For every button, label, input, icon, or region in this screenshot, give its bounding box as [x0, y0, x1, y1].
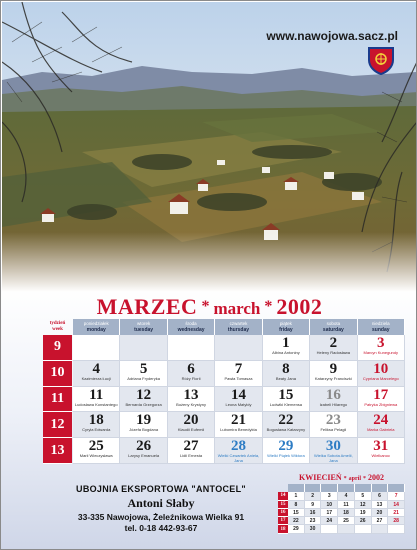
day-header — [372, 484, 389, 492]
name-day: Albina Antoniny — [272, 350, 300, 355]
day-cell: 4 — [338, 492, 355, 500]
week-number: 13 — [43, 438, 72, 464]
day-cell — [120, 438, 167, 464]
day-cell — [73, 387, 120, 413]
day-cell — [263, 438, 310, 464]
day-header-pl: niedziela — [371, 321, 390, 326]
day-cell — [358, 387, 405, 413]
day-cell: 25 — [338, 517, 355, 525]
day-number: 21 — [230, 412, 246, 429]
day-number: 8 — [282, 360, 290, 377]
day-cell — [215, 412, 262, 438]
title-separator: * — [363, 476, 367, 482]
day-cell: 30 — [305, 525, 322, 533]
company-owner: Antoni Słaby — [127, 496, 195, 510]
next-month-week-row — [278, 492, 405, 500]
month-name-en: march — [213, 299, 261, 318]
day-cell: 15 — [288, 509, 305, 517]
day-cell: 23 — [305, 517, 322, 525]
day-cell: 18 — [338, 509, 355, 517]
name-day: Larysy Emanuela — [128, 453, 160, 459]
day-number: 18 — [88, 412, 104, 429]
day-cell: 21 — [388, 509, 405, 517]
day-number: 6 — [187, 360, 195, 377]
day-cell — [73, 361, 120, 387]
day-cell — [215, 387, 262, 413]
day-header-en: wednesday — [177, 327, 205, 333]
day-number: 25 — [88, 438, 104, 455]
day-cell: 14 — [388, 501, 405, 509]
day-number: 24 — [373, 412, 389, 429]
week-number: 9 — [43, 335, 72, 361]
day-cell — [215, 361, 262, 387]
day-cell — [263, 387, 310, 413]
week-number: 17 — [278, 517, 288, 525]
day-cell — [321, 525, 338, 533]
name-day: Marcyn Kunegundy — [363, 350, 398, 355]
name-day: Cypriana Marcelego — [362, 375, 399, 381]
day-number: 19 — [136, 412, 152, 429]
day-cell: 10 — [321, 501, 338, 509]
day-number: 4 — [92, 360, 100, 377]
day-header-pl: wtorek — [137, 321, 151, 326]
next-month-title — [278, 473, 405, 483]
day-cell: 5 — [355, 492, 372, 500]
day-cell — [355, 525, 372, 533]
week-number: 16 — [278, 509, 288, 517]
day-cell — [215, 438, 262, 464]
next-month-header-row — [278, 484, 405, 492]
day-number: 15 — [278, 386, 294, 403]
name-day: Adriana Fryderyka — [127, 375, 160, 381]
next-month-name-pl: KWIECIEŃ — [298, 473, 342, 482]
name-day: Marka Gabriela — [367, 427, 395, 433]
day-cell — [168, 438, 215, 464]
day-cell: 13 — [372, 501, 389, 509]
week-number: 14 — [278, 492, 288, 500]
name-day: Kazimierza Łucji — [81, 375, 111, 381]
company-info — [61, 484, 261, 533]
name-day: Wielki Piątek Wiktora — [267, 453, 305, 459]
next-month-week-row — [278, 517, 405, 525]
day-cell: 19 — [355, 509, 372, 517]
day-cell: 2 — [305, 492, 322, 500]
coat-of-arms-icon — [366, 45, 396, 75]
day-cell — [310, 387, 357, 413]
day-number: 26 — [136, 438, 152, 455]
day-cell: 6 — [372, 492, 389, 500]
empty-day-cell — [120, 335, 167, 361]
day-number: 16 — [325, 386, 341, 403]
day-cell — [168, 412, 215, 438]
day-cell: 8 — [288, 501, 305, 509]
day-header — [263, 319, 310, 335]
day-cell — [310, 438, 357, 464]
day-cell — [358, 412, 405, 438]
year: 2002 — [276, 294, 323, 319]
name-day: Wielki Czwartek Aniela, Jana — [217, 453, 260, 463]
day-cell: 16 — [305, 509, 322, 517]
day-number: 1 — [282, 335, 290, 351]
day-cell — [358, 438, 405, 464]
company-address: 33-335 Nawojowa, Żeleźnikowa Wielka 91 — [77, 512, 245, 522]
company-phone: tel. 0-18 442-93-67 — [124, 523, 198, 533]
day-cell — [168, 361, 215, 387]
day-header-en: friday — [279, 327, 293, 333]
day-header-pl: poniedziałek — [83, 321, 109, 326]
day-header-en: tuesday — [134, 327, 154, 333]
day-header — [310, 319, 357, 335]
day-header-en: thursday — [227, 327, 250, 333]
day-number: 20 — [183, 412, 199, 429]
name-day: Bernarda Grzegorza — [125, 401, 162, 407]
week-header-en: week — [52, 327, 63, 332]
name-day: Izabeli Hilarego — [319, 401, 348, 407]
day-cell: 29 — [288, 525, 305, 533]
name-day: Patryka Zbigniewa — [364, 401, 398, 407]
day-header-pl: sobota — [326, 321, 341, 326]
calendar-grid — [43, 319, 405, 464]
day-cell: 26 — [355, 517, 372, 525]
day-cell: 7 — [388, 492, 405, 500]
week-number: 12 — [43, 412, 72, 438]
name-day: Leona Matyldy — [225, 401, 252, 407]
day-number: 30 — [325, 438, 341, 455]
day-header — [168, 319, 215, 335]
week-header — [43, 319, 72, 335]
day-cell — [358, 361, 405, 387]
day-cell — [120, 387, 167, 413]
day-cell — [338, 525, 355, 533]
day-cell — [310, 361, 357, 387]
day-grid — [73, 319, 405, 464]
name-day: Beaty Jana — [275, 375, 296, 381]
day-cell — [310, 412, 357, 438]
week-header-spacer — [278, 484, 288, 492]
day-header — [120, 319, 167, 335]
website-url[interactable]: www.nawojowa.sacz.pl — [266, 29, 398, 43]
month-title — [1, 294, 417, 320]
day-cell: 27 — [372, 517, 389, 525]
name-day: Wielka Sobota Amelii, Jana — [314, 453, 353, 463]
name-day: Pawła Tomasza — [224, 375, 253, 381]
day-header-en: sunday — [372, 327, 390, 333]
name-day: Józefa Bogdana — [129, 427, 159, 433]
week-number: 11 — [43, 387, 72, 413]
day-cell — [372, 525, 389, 533]
day-cell: 28 — [388, 517, 405, 525]
day-cell — [310, 335, 357, 361]
day-cell — [263, 361, 310, 387]
name-day: Ludwiki Klemensa — [269, 401, 303, 407]
next-month-name-en: april — [348, 476, 362, 482]
day-header — [355, 484, 372, 492]
day-header — [288, 484, 305, 492]
month-name-pl: MARZEC — [96, 294, 198, 319]
title-separator: * — [264, 298, 273, 315]
week-number: 15 — [278, 501, 288, 509]
day-number: 13 — [183, 386, 199, 403]
name-day: Cyryla Edwarda — [82, 427, 111, 433]
empty-day-cell — [215, 335, 262, 361]
name-day: Ludosława Konstantego — [74, 401, 118, 407]
day-cell: 3 — [321, 492, 338, 500]
name-day: Lubomira Benedykta — [220, 427, 257, 433]
day-cell — [120, 412, 167, 438]
day-header-pl: piątek — [279, 321, 292, 326]
company-name: UBOJNIA EKSPORTOWA "ANTOCEL" — [76, 484, 246, 494]
day-cell: 17 — [321, 509, 338, 517]
day-header — [305, 484, 322, 492]
day-number: 9 — [329, 360, 338, 377]
day-cell — [168, 387, 215, 413]
day-number: 7 — [234, 360, 243, 377]
day-number: 27 — [183, 438, 199, 455]
day-number: 22 — [278, 412, 294, 429]
next-month-week-row — [278, 509, 405, 517]
name-day: Feliksa Pelagii — [320, 427, 347, 433]
day-cell — [73, 438, 120, 464]
day-number: 12 — [136, 386, 152, 403]
day-header-pl: czwartek — [229, 321, 248, 326]
name-day: Róży Fiorii — [181, 375, 201, 381]
name-day: Marii Wieczysława — [79, 453, 113, 459]
day-number: 28 — [230, 438, 246, 455]
week-header-pl: tydzień — [49, 321, 66, 326]
name-day: Heleny Radosława — [316, 350, 351, 355]
next-month-year: 2002 — [368, 473, 385, 482]
day-header — [388, 484, 405, 492]
name-day: Wielkanoc — [371, 453, 390, 459]
day-cell — [263, 412, 310, 438]
title-separator: * — [201, 298, 210, 315]
name-day: Katarzyny Franciszki — [314, 375, 352, 381]
next-month-calendar — [278, 473, 405, 543]
day-number: 3 — [377, 335, 385, 351]
day-number: 17 — [373, 386, 389, 403]
week-number: 18 — [278, 525, 288, 533]
day-header-pl: środa — [185, 321, 197, 326]
day-cell: 11 — [338, 501, 355, 509]
day-cell — [73, 412, 120, 438]
day-number: 10 — [373, 360, 389, 377]
name-day: Bożeny Krystyny — [176, 401, 206, 407]
day-header — [358, 319, 405, 335]
day-cell — [120, 361, 167, 387]
name-day: Bogusława Katarzyny — [266, 427, 306, 433]
name-day: Klaudii Eufemii — [177, 427, 205, 433]
day-header — [338, 484, 355, 492]
day-header — [321, 484, 338, 492]
landscape-photo — [2, 2, 417, 292]
day-cell: 22 — [288, 517, 305, 525]
day-number: 31 — [373, 438, 389, 455]
next-month-week-row — [278, 525, 405, 533]
day-cell: 24 — [321, 517, 338, 525]
day-number: 11 — [89, 386, 104, 403]
title-separator: * — [343, 476, 347, 482]
day-header — [73, 319, 120, 335]
day-header-en: monday — [86, 327, 106, 333]
day-number: 5 — [139, 360, 148, 377]
day-number: 23 — [325, 412, 341, 429]
week-number: 10 — [43, 361, 72, 387]
day-cell: 20 — [372, 509, 389, 517]
empty-day-cell — [168, 335, 215, 361]
day-cell — [263, 335, 310, 361]
day-cell — [358, 335, 405, 361]
day-number: 2 — [329, 335, 338, 351]
week-number-column — [43, 319, 72, 464]
empty-day-cell — [73, 335, 120, 361]
next-month-grid — [278, 484, 405, 534]
day-cell — [388, 525, 405, 533]
day-header — [215, 319, 262, 335]
day-cell: 9 — [305, 501, 322, 509]
day-number: 14 — [230, 386, 246, 403]
day-number: 29 — [278, 438, 294, 455]
day-cell: 12 — [355, 501, 372, 509]
name-day: Lidii Ernesta — [180, 453, 203, 459]
day-header-en: saturday — [322, 327, 344, 333]
next-month-week-row — [278, 501, 405, 509]
day-cell: 1 — [288, 492, 305, 500]
